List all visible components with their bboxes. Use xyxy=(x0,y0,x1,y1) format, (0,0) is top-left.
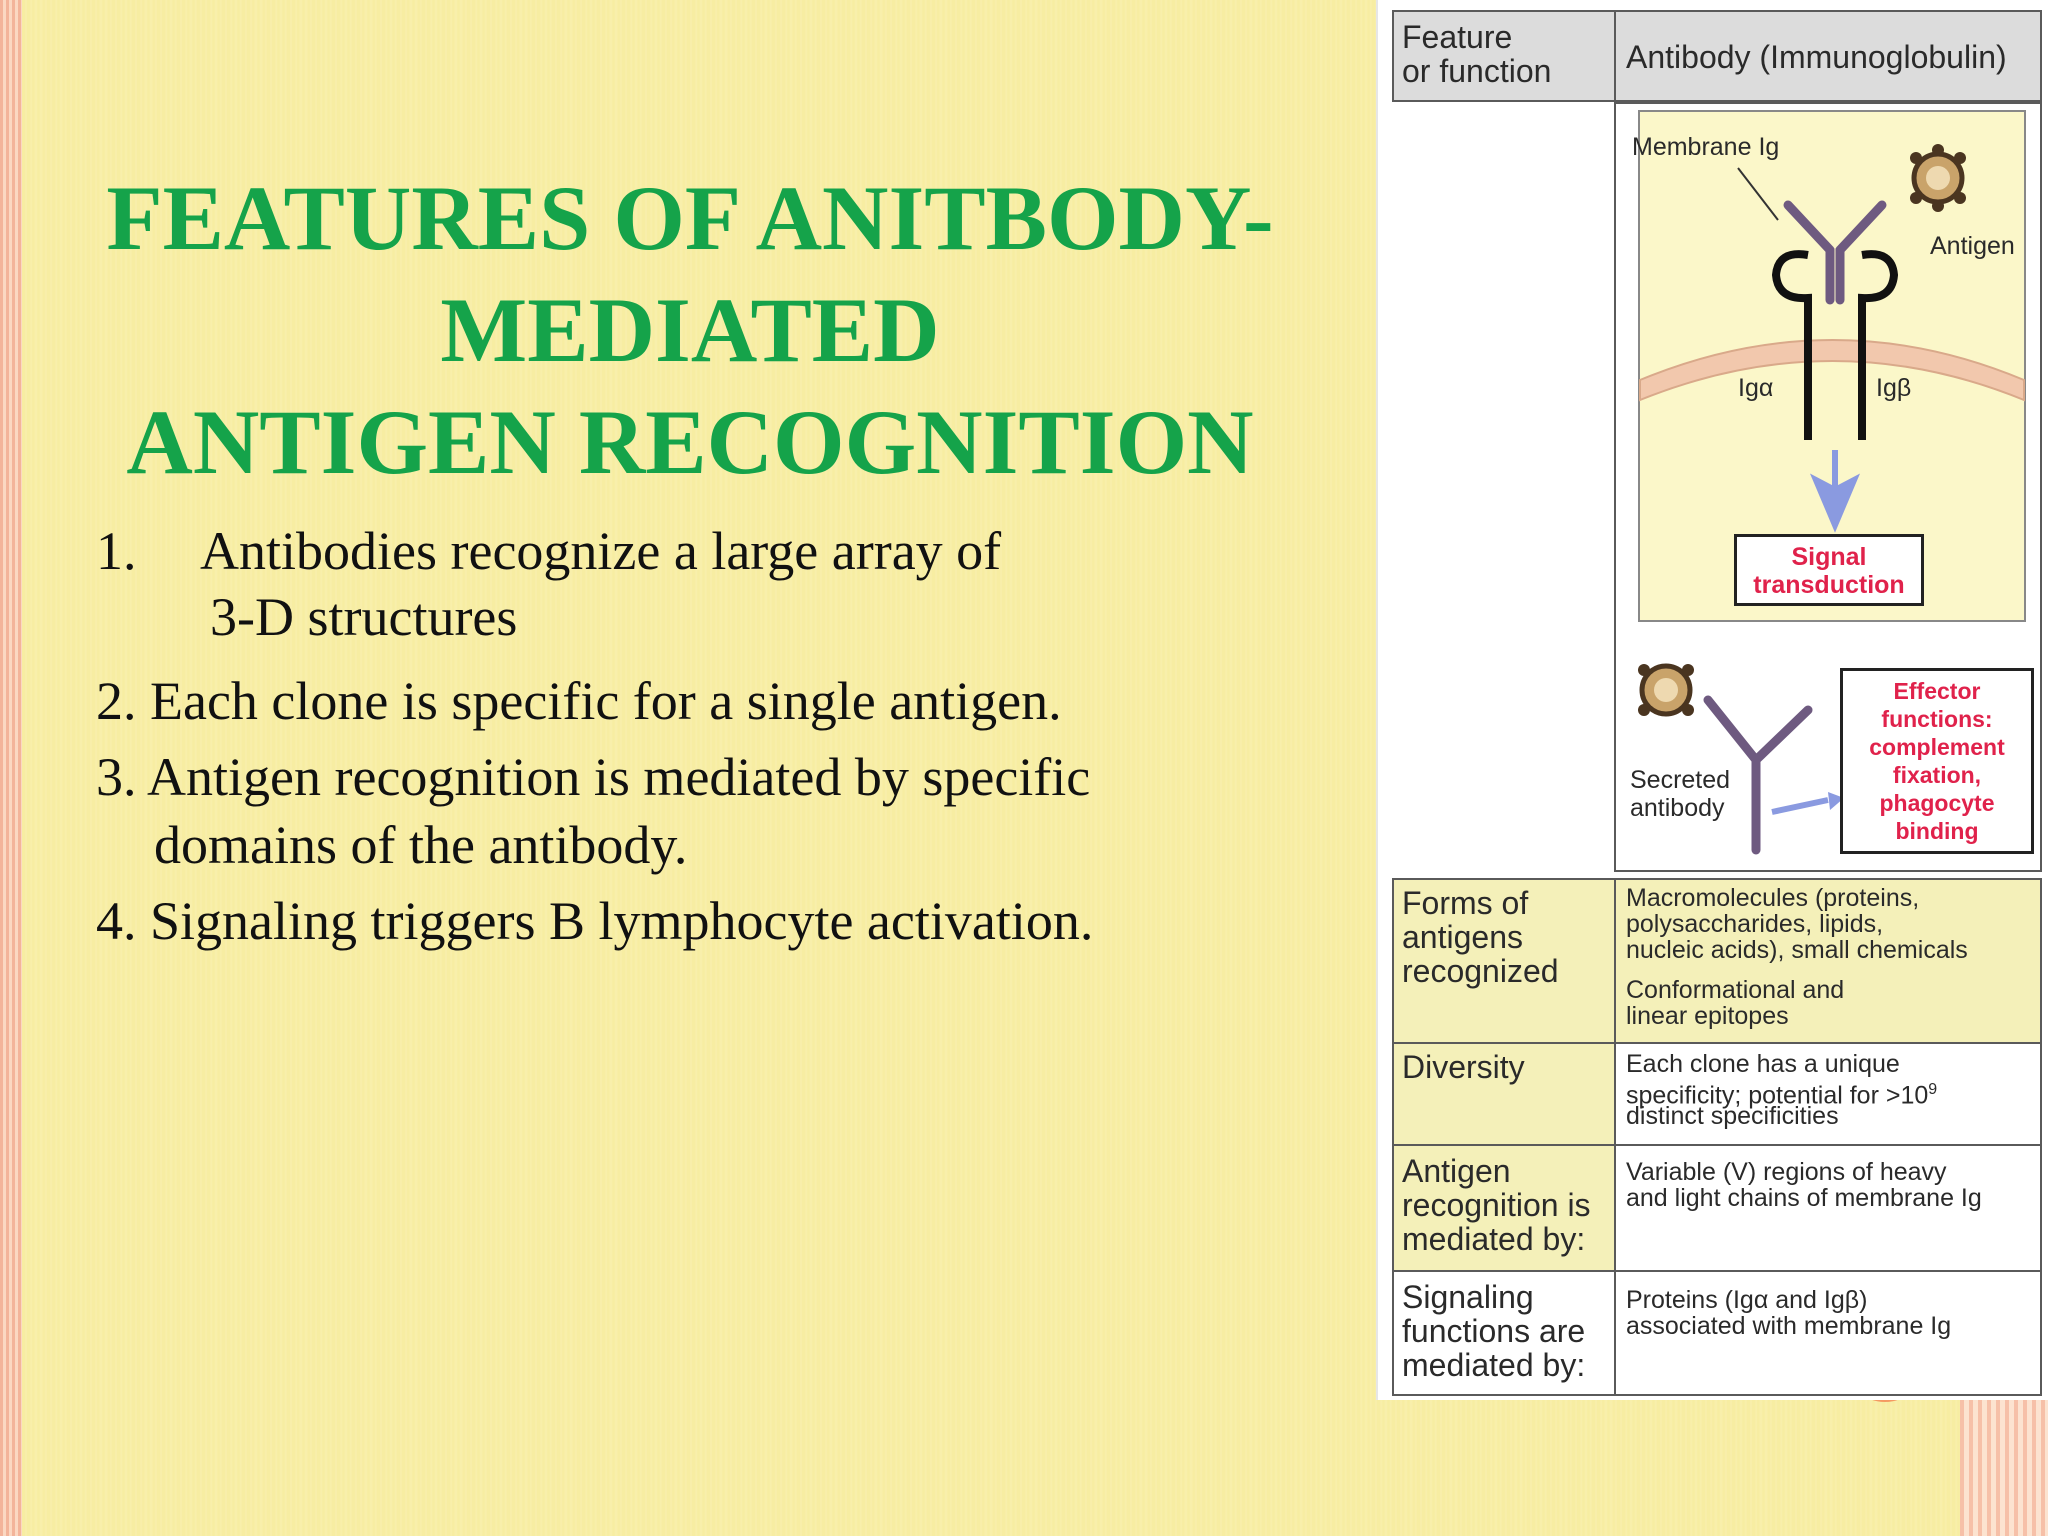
value-line: associated with membrane Ig xyxy=(1626,1312,1952,1340)
feature-line: Forms of xyxy=(1402,885,1529,921)
signal-transduction-box xyxy=(1734,534,1924,606)
effector-line: functions: xyxy=(1881,706,1993,732)
value-line: nucleic acids), small chemicals xyxy=(1626,936,1968,964)
row-diversity-value xyxy=(1614,1042,2042,1146)
point-2: 2. Each clone is specific for a single antigen. xyxy=(96,671,1062,731)
slide-title xyxy=(40,162,1340,498)
effector-functions-box xyxy=(1840,668,2034,854)
point-3: 3. Antigen recognition is mediated by specific xyxy=(96,747,1091,807)
point-1-continuation: 3-D structures xyxy=(210,587,518,647)
signal-box-line: Signal xyxy=(1791,543,1867,571)
point-4: 4. Signaling triggers B lymphocyte activation. xyxy=(96,891,1094,951)
antigen-icon xyxy=(1910,144,1966,212)
value-line: and light chains of membrane Ig xyxy=(1626,1184,1982,1212)
feature-line: functions are xyxy=(1402,1313,1586,1349)
title-line: MEDIATED xyxy=(440,279,940,381)
antigen-label: Antigen xyxy=(1930,232,2015,260)
effector-line: fixation, xyxy=(1892,762,1982,788)
row-diversity-feature xyxy=(1392,1042,1616,1146)
feature-line: mediated by: xyxy=(1402,1221,1586,1257)
value-line: polysaccharides, lipids, xyxy=(1626,910,1884,938)
row-signaling-feature xyxy=(1392,1270,1616,1396)
header-feature-line: Feature xyxy=(1402,19,1513,55)
cell-membrane xyxy=(1640,340,2024,400)
feature-line: Signaling xyxy=(1402,1279,1534,1315)
ig-alpha-label: Igα xyxy=(1738,374,1774,402)
secreted-label-line: antibody xyxy=(1630,794,1725,822)
point-1 xyxy=(96,518,1002,584)
signal-arrow xyxy=(1816,450,1854,525)
effector-line: binding xyxy=(1895,818,1979,844)
secreted-antigen-icon xyxy=(1638,664,1694,716)
ig-beta-label: Igβ xyxy=(1876,374,1912,402)
feature-line: Antigen xyxy=(1402,1153,1511,1189)
value-line: linear epitopes xyxy=(1626,1002,1789,1030)
value-line: Proteins (Igα and Igβ) xyxy=(1626,1286,1868,1314)
antibody-feature-table xyxy=(1376,0,2048,1400)
feature-line: recognized xyxy=(1402,953,1559,989)
signal-box-line: transduction xyxy=(1753,571,1905,599)
point-number: 1. xyxy=(96,521,137,581)
effector-line: phagocyte xyxy=(1879,790,1995,816)
title-line: ANTIGEN RECOGNITION xyxy=(126,391,1254,493)
superscript: 9 xyxy=(1928,1081,1938,1098)
membrane-ig-pointer xyxy=(1738,168,1778,220)
value-text: specificity; potential for >10 xyxy=(1626,1081,1929,1110)
row-forms-feature xyxy=(1392,878,1616,1044)
secreted-label-line: Secreted xyxy=(1630,766,1731,794)
value-line: Each clone has a unique xyxy=(1626,1050,1900,1078)
row-forms-value xyxy=(1614,878,2042,1044)
effector-arrow xyxy=(1772,800,1828,812)
header-feature-line: or function xyxy=(1402,53,1552,89)
left-decorative-stripe xyxy=(0,0,22,1536)
feature-line: Diversity xyxy=(1402,1049,1525,1085)
row-signaling-value xyxy=(1614,1270,2042,1396)
header-antibody-label: Antibody (Immunoglobulin) xyxy=(1626,39,2007,75)
point-text: Antibodies recognize a large array of xyxy=(200,521,1002,581)
title-line: FEATURES OF ANITBODY- xyxy=(106,167,1274,269)
feature-line: antigens xyxy=(1402,919,1523,955)
feature-line: mediated by: xyxy=(1402,1347,1586,1383)
point-3-continuation: domains of the antibody. xyxy=(154,815,688,875)
value-line: Macromolecules (proteins, xyxy=(1626,884,1920,912)
value-line: distinct specificities xyxy=(1626,1102,1839,1130)
value-line: Variable (V) regions of heavy xyxy=(1626,1158,1947,1186)
value-line: Conformational and xyxy=(1626,976,1845,1004)
row-recognition-value xyxy=(1614,1144,2042,1272)
row-recognition-feature xyxy=(1392,1144,1616,1272)
effector-line: complement xyxy=(1869,734,2005,760)
effector-line: Effector xyxy=(1893,678,1981,704)
membrane-ig-label: Membrane Ig xyxy=(1632,133,1780,161)
feature-line: recognition is xyxy=(1402,1187,1591,1223)
